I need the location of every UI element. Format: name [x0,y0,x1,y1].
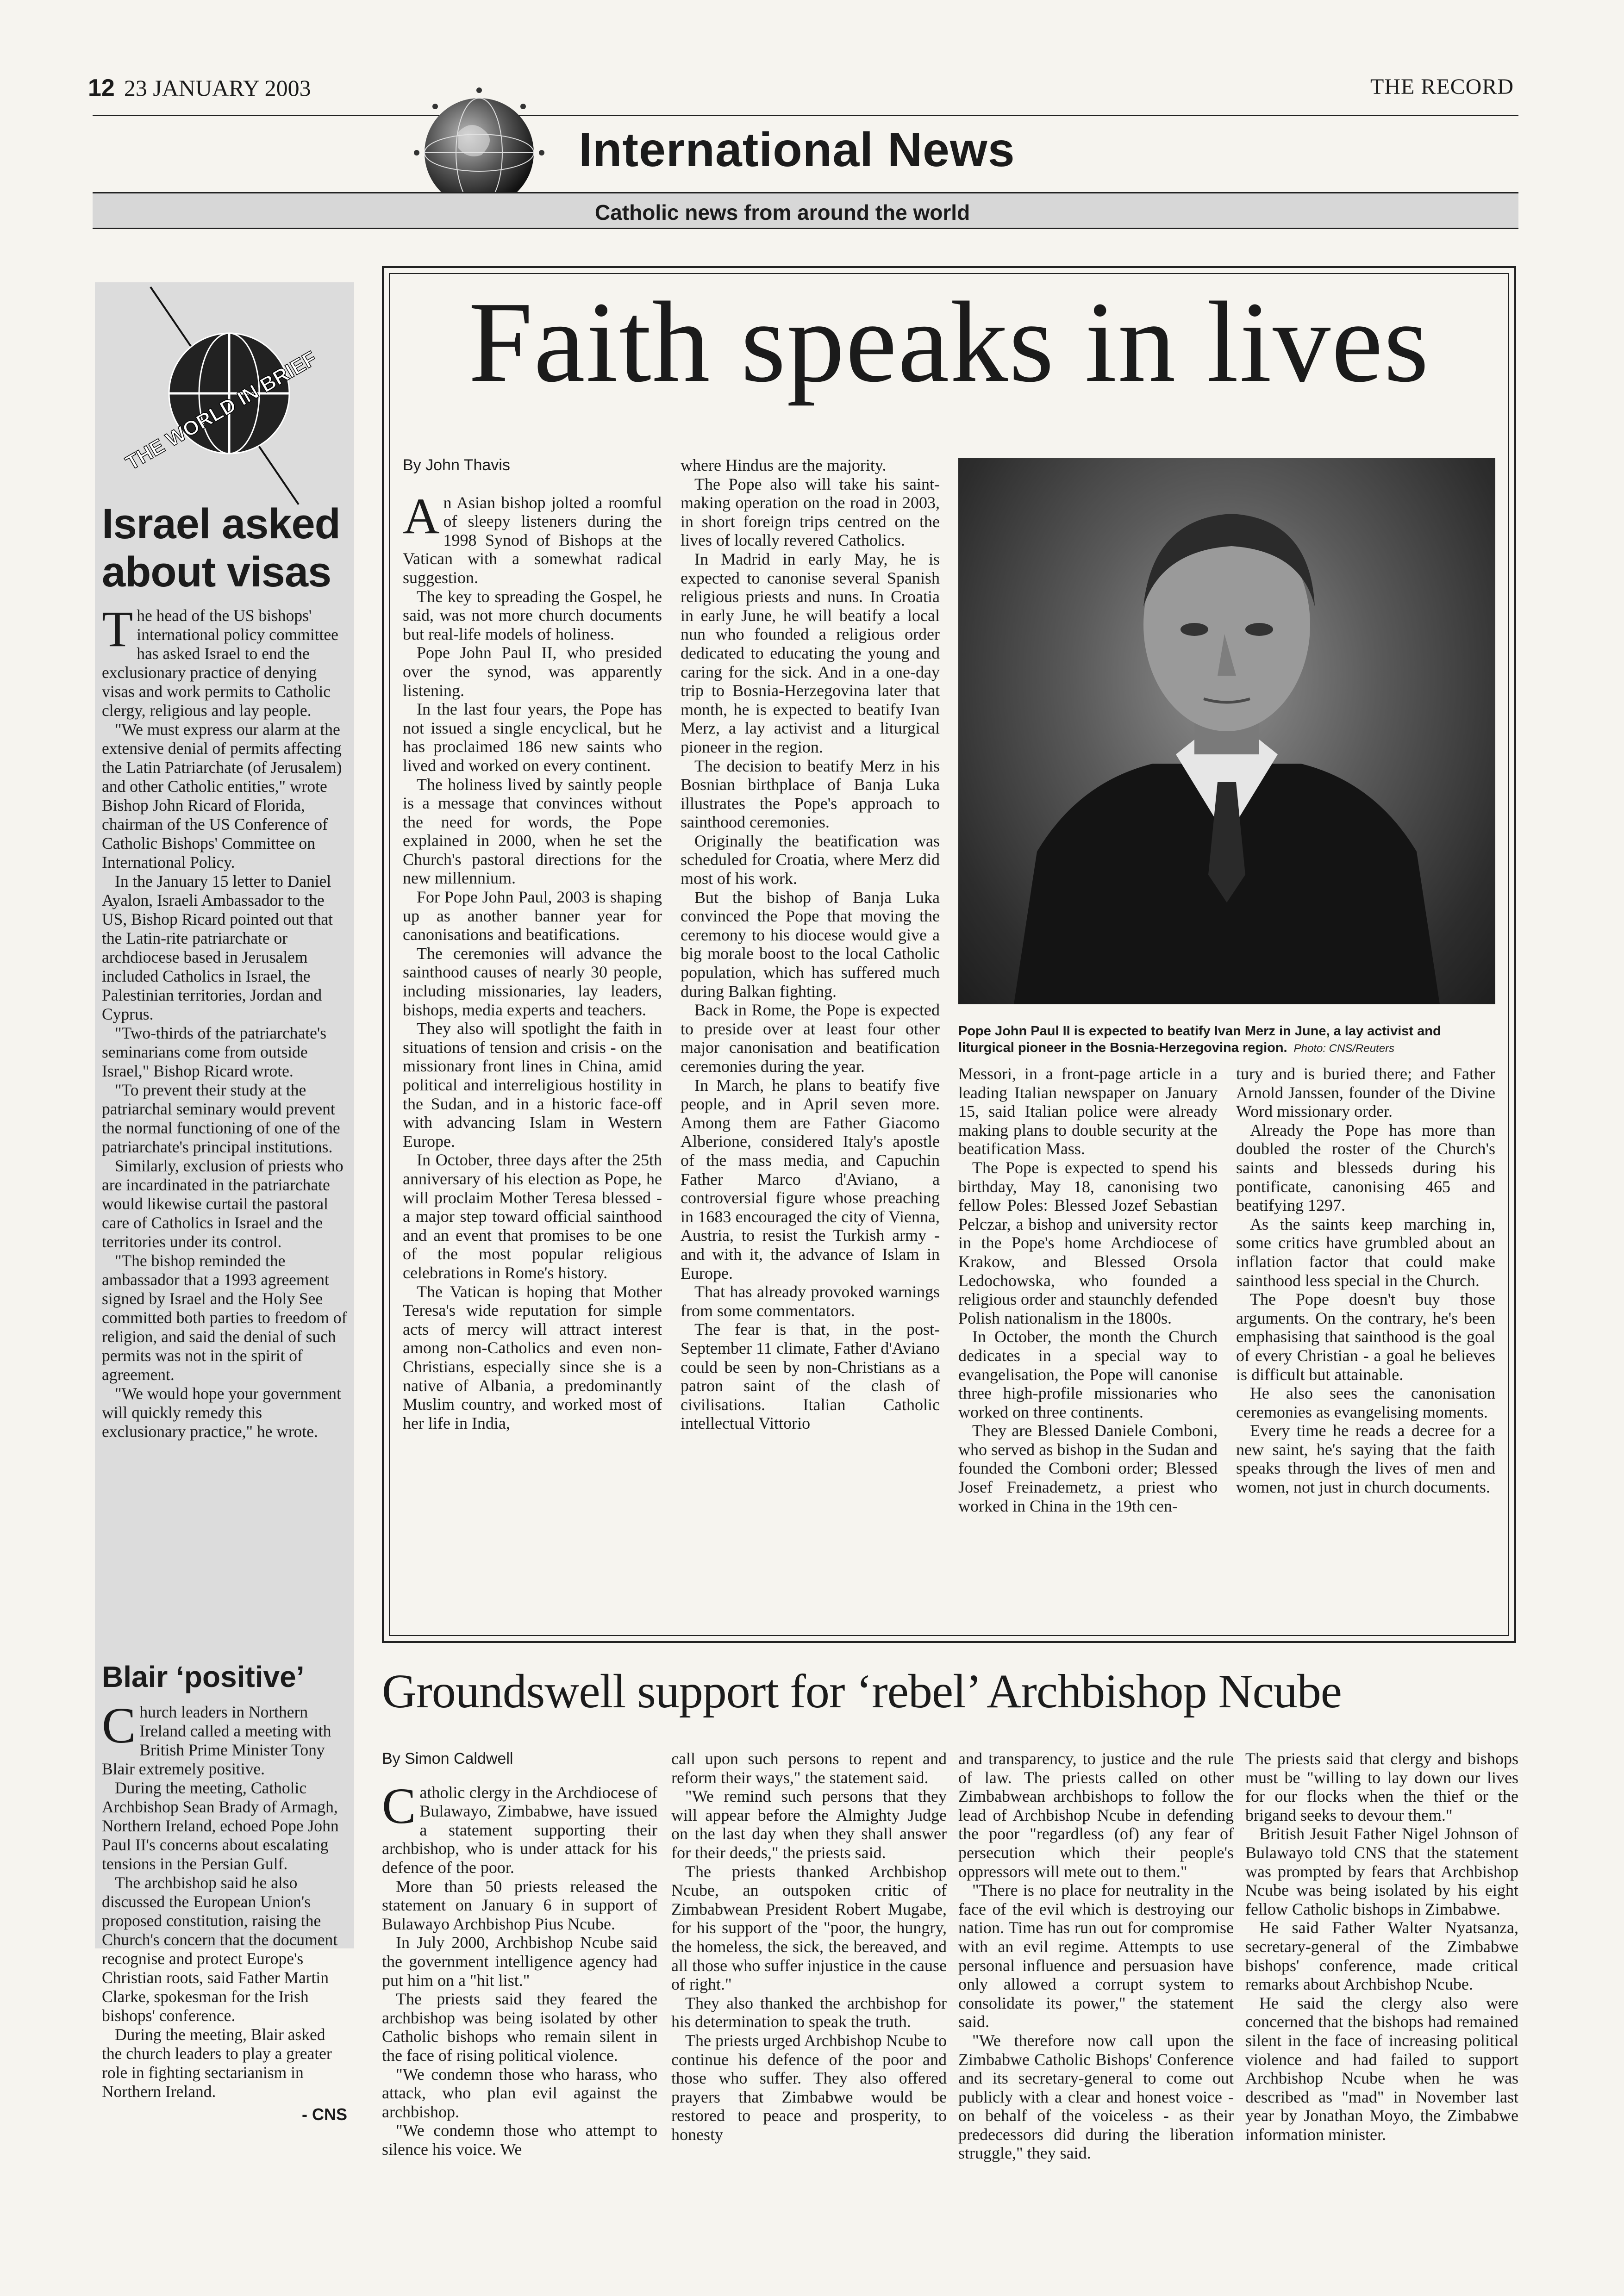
paragraph: "Two-thirds of the patriarchate's seminarians come from outside Israel," Bishop Ricard wrote. [102,1024,327,1080]
paragraph: The holiness lived by saintly people is a message that convinces without the need for words, the Pope explained in 2000, when he set the Church's pastoral directions for the new millennium. [403,775,662,888]
paragraph: In October, three days after the 25th anniversary of his election as Pope, he will proclaim Mother Teresa blessed - a major step toward official sainthood and an event that promises to be one of the most popular religious celebrations in Rome's history. [403,1151,662,1282]
world-in-brief-text: THE WORLD IN BRIEF [122,347,321,475]
paragraph: The Pope also will take his saint-making operation on the road in 2003, in short foreign trips centred on the lives of locally revered Catholics. [681,474,940,550]
paragraph: More than 50 priests released the statement on January 6 in support of Bulawayo Archbishop Pius Ncube. [382,1877,657,1933]
main-story-column-2 [681,456,940,1433]
paragraph: Every time he reads a decree for a new saint, he's saying that the faith speaks through the lives of men and women, not just in church documents. [1236,1421,1495,1497]
paragraph: The priests urged Archbishop Ncube to continue his defence of the poor and those who suffer. They also offered prayers that Zimbabwe would be restored to peace and prosperity, to honesty [671,2031,947,2144]
second-byline: By Simon Caldwell [382,1750,513,1767]
section-title: International News [579,123,1015,177]
main-story-column-3 [958,1064,1218,1515]
paragraph: That has already provoked warnings from some commentators. [681,1282,940,1320]
drop-cap: C [102,1697,136,1754]
brief-israel-body [102,601,347,1441]
paragraph: where Hindus are the majority. [681,456,887,474]
portrait-figure [958,458,1495,1004]
paragraph: "There is no place for neutrality in the face of the evil which is destroying our nation. Time has run out for compromise with an evil regime. Attempts to use personal influence and persuasion have only allowed a corrupt system to consolidate its power," the statement said. [958,1881,1234,2031]
paragraph: During the meeting, Catholic Archbishop Sean Brady of Armagh, Northern Ireland, echoed Pope John Paul II's concerns about escalating tensions in the Persian Gulf. [102,1779,339,1873]
page-number: 12 [88,75,115,101]
brief-source: - CNS [302,2105,347,2124]
paragraph: The fear is that, in the post-September 11 climate, Father d'Aviano could be seen by non-Christians as a patron saint of the clash of civilisations. Italian Catholic intellectual Vittorio [681,1320,940,1433]
brief-israel-headline: Israel asked about visas [102,500,340,596]
paragraph: During the meeting, Blair asked the church leaders to play a greater role in fighting sectarianism in Northern Ireland. [102,2025,332,2101]
paragraph: The Pope is expected to spend his birthday, May 18, canonising two fellow Poles: Blessed Jozef Sebastian Pelczar, a bishop and university rector in the Pope's home Archdiocese of Krakow, and Blessed Orsola Ledochowska, who founded a religious order and staunchly defended Polish nationalism in the 1800s. [958,1158,1218,1327]
paragraph: British Jesuit Father Nigel Johnson of Bulawayo told CNS that the statement was prompted by fears that Archbishop Ncube was being isolated by his eight fellow Catholic bishops in Zimbabwe. [1245,1824,1518,1918]
paragraph: "We must express our alarm at the extensive denial of permits affecting the Latin Patriarchate (of Jerusalem) and other Catholic entities," wrote Bishop John Ricard of Florida, chairman of the US Conference of Catholic Bishops' Committee on International Policy. [102,720,342,871]
paragraph: Church leaders in Northern Ireland called a meeting with British Prime Minister Tony Blair extremely positive. [102,1697,331,1778]
paragraph: The head of the US bishops' international policy committee has asked Israel to end the exclusionary practice of denying visas and work permits to Catholic clergy, religious and lay people. [102,601,338,720]
second-story-column-3 [958,1749,1234,2163]
second-story-column-1 [382,1749,657,2159]
paragraph: Pope John Paul II, who presided over the synod, was apparently listening. [403,643,662,700]
photo-caption-text: Pope John Paul II is expected to beatify Ivan Merz in June, a lay activist and liturgical pioneer in the Bosnia-Herzegovina region. [958,1024,1441,1055]
paragraph: He said the clergy also were concerned that the bishops had remained silent in the face of increasing political violence and had failed to support Archbishop Ncube when he was described as "mad" in November last year by Jonathan Moyo, the Zimbabwe information minister. [1245,1993,1518,2144]
paragraph: An Asian bishop jolted a roomful of sleepy listeners during the 1998 Synod of Bishops at the Vatican with a somewhat radical suggestion. [403,487,662,587]
brief-blair-body [102,1697,347,2101]
paragraph: The decision to beatify Merz in his Bosnian birthplace of Banja Luka illustrates the Pope's approach to sainthood ceremonies. [681,756,940,832]
page-folio [88,74,311,102]
paragraph: Back in Rome, the Pope is expected to preside over at least four other major canonisation and beatification ceremonies during the year. [681,1001,940,1076]
paragraph: In Madrid in early May, he is expected to canonise several Spanish religious priests and nuns. In Croatia in early June, he will beatify a local nun who founded a religious order dedicated to educating the young and caring for the sick. And in a one-day trip to Bosnia-Herzegovina later that month, he is expected to beatify Ivan Merz, a lay activist and a liturgical pioneer in the region. [681,549,940,756]
paragraph: tury and is buried there; and Father Arnold Janssen, founder of the Divine Word missionary order. [1236,1064,1495,1121]
paragraph: In October, the month the Church dedicates in a special way to evangelisation, the Pope will canonise three high-profile missionaries who worked on three continents. [958,1327,1218,1421]
paragraph: "We condemn those who harass, who attack, who plan evil against the archbishop. [382,2065,657,2121]
world-in-brief-logo [95,278,354,509]
issue-date: 23 JANUARY 2003 [124,75,311,101]
main-story-column-4 [1236,1064,1495,1497]
paragraph: They are Blessed Daniele Comboni, who served as bishop in the Sudan and founded the Comboni order; Blessed Josef Freinademetz, a priest who worked in China in the 19th cen- [958,1421,1218,1515]
paragraph: and transparency, to justice and the rule of law. The priests called on other Zimbabwean archbishops to follow the lead of Archbishop Ncube in defending the poor "regardless (of) any fear of persecution which their people's oppressors will mete out to them." [958,1749,1234,1881]
paragraph: In July 2000, Archbishop Ncube said the government intelligence agency had put him on a "hit list." [382,1933,657,1990]
paragraph: As the saints keep marching in, some critics have grumbled about an inflation factor that could make sainthood less special in the Church. [1236,1214,1495,1290]
drop-cap: A [403,487,440,544]
paragraph: "We therefore now call upon the Zimbabwe Catholic Bishops' Conference and its secretary-general to come out publicly with a clear and honest voice - on behalf of the voiceless - as their predecessors did during the liberation struggle," they said. [958,2031,1234,2163]
paragraph: The archbishop said he also discussed the European Union's proposed constitution, raising the Church's concern that the document recognise and protect Europe's Christian roots, said Father Martin Clarke, spokesman for the Irish bishops' conference. [102,1873,338,2025]
paragraph: Catholic clergy in the Archdiocese of Bulawayo, Zimbabwe, have issued a statement supporting their archbishop, who is under attack for his defence of the poor. [382,1777,657,1877]
second-story-column-2 [671,1749,947,2144]
paragraph: Similarly, exclusion of priests who are incardinated in the patriarchate would likewise curtail the pastoral care of Catholics in Israel and the territories under its control. [102,1157,344,1251]
ivan-merz-photo [958,458,1495,1004]
drop-cap: T [102,601,133,657]
paragraph: In the January 15 letter to Daniel Ayalon, Israeli Ambassador to the US, Bishop Ricard pointed out that the Latin-rite patriarchate or archdiocese based in Jerusalem included Catholics in Israel, the Palestinian territories, Jordan and Cyprus. [102,872,333,1023]
section-subtitle: Catholic news from around the world [595,200,970,224]
paragraph: In the last four years, the Pope has not issued a single encyclical, but he has proclaimed 186 new saints who lived and worked on every continent. [403,700,662,775]
photo-caption [958,1023,1495,1057]
paragraph: Originally the beatification was scheduled for Croatia, where Merz did most of his work. [681,831,940,888]
paragraph: call upon such persons to repent and reform their ways," the statement said. [671,1749,947,1787]
paragraph: "We would hope your government will quickly remedy this exclusionary practice," he wrote. [102,1384,341,1441]
paragraph: In March, he plans to beatify five people, and in April seven more. Among them are Father Giacomo Alberione, considered Italy's apostle of the mass media, and Capuchin Father Marco d'Aviano, a controversial figure whose preaching in 1683 encouraged the city of Vienna, Austria, to resist the Turkish army - and with it, the advance of Islam in Europe. [681,1076,940,1282]
paragraph: The Pope doesn't buy those arguments. On the contrary, he's been emphasising that sainthood is the goal of every Christian - a goal he believes is difficult but attainable. [1236,1290,1495,1384]
paragraph: "We remind such persons that they will appear before the Almighty Judge on the last day when they shall answer for their deeds," the priests said. [671,1787,947,1862]
paragraph: The priests thanked Archbishop Ncube, an outspoken critic of Zimbabwean President Robert Mugabe, for his support of the "poor, the hungry, the homeless, the sick, the bereaved, and all those who suffer injustice in the cause of right." [671,1862,947,1994]
paragraph: The key to spreading the Gospel, he said, was not more church documents but real-life models of holiness. [403,587,662,643]
second-headline: Groundswell support for ‘rebel’ Archbishop Ncube [382,1665,1342,1718]
paragraph: "We condemn those who attempt to silence his voice. We [382,2121,657,2159]
paragraph: The priests said that clergy and bishops must be "willing to lay down our lives for our flocks when the thief or the brigand seeks to devour them." [1245,1749,1518,1824]
section-subtitle-band [93,192,1518,229]
photo-credit: Photo: CNS/Reuters [1293,1042,1395,1055]
paragraph: They also thanked the archbishop for his determination to speak the truth. [671,1993,947,2031]
brief-blair-headline: Blair ‘positive’ [102,1660,305,1693]
paragraph: The Vatican is hoping that Mother Teresa's wide reputation for simple acts of mercy will attract interest among non-Catholics and even non-Christians, especially since she is a native of Albania, a predominantly Muslim country, and worked most of her life in India, [403,1282,662,1432]
paragraph: He also sees the canonisation ceremonies as evangelising moments. [1236,1384,1495,1421]
paragraph: The ceremonies will advance the sainthood causes of nearly 30 people, including missionaries, lay leaders, bishops, media experts and teachers. [403,944,662,1019]
paragraph: He said Father Walter Nyatsanza, secretary-general of the Zimbabwe bishops' conference, made critical remarks about Archbishop Ncube. [1245,1918,1518,1994]
paragraph: But the bishop of Banja Luka convinced the Pope that moving the ceremony to his diocese would give a big morale boost to the local Catholic population, which has suffered much during Balkan fighting. [681,888,940,1001]
paragraph: "The bishop reminded the ambassador that a 1993 agreement signed by Israel and the Holy See committed both parties to freedom of religion, and said the denial of such permits was not in the spirit of agreement. [102,1251,347,1384]
paragraph: "To prevent their study at the patriarchal seminary would prevent the normal functioning of one of the patriarchate's principal institutions. [102,1081,340,1156]
paragraph: They also will spotlight the faith in situations of tension and crisis - on the missionary front lines in China, amid political and interreligious hostility in the Sudan, and in a historic face-off with advancing Islam in Western Europe. [403,1019,662,1151]
main-byline: By John Thavis [403,456,510,474]
newspaper-name: THE RECORD [1370,75,1514,99]
drop-cap: C [382,1777,416,1834]
paragraph: Messori, in a front-page article in a leading Italian newspaper on January 15, said Italian police were already making plans to double security at the beatification Mass. [958,1064,1218,1158]
main-headline: Faith speaks in lives [468,278,1430,406]
main-story-column-1 [403,456,662,1432]
paragraph: Already the Pope has more than doubled the roster of the Church's saints and blesseds during his pontificate, canonising 465 and beatifying 1297. [1236,1120,1495,1215]
header-rule [93,115,1518,116]
second-story-column-4 [1245,1749,1518,2144]
paragraph: The priests said they feared the archbishop was being isolated by other Catholic bishops who remain silent in the face of rising political violence. [382,1990,657,2065]
brief-israel-story [102,500,347,1441]
paragraph: For Pope John Paul, 2003 is shaping up as another banner year for canonisations and beatifications. [403,888,662,944]
brief-blair-story [102,1659,347,2124]
